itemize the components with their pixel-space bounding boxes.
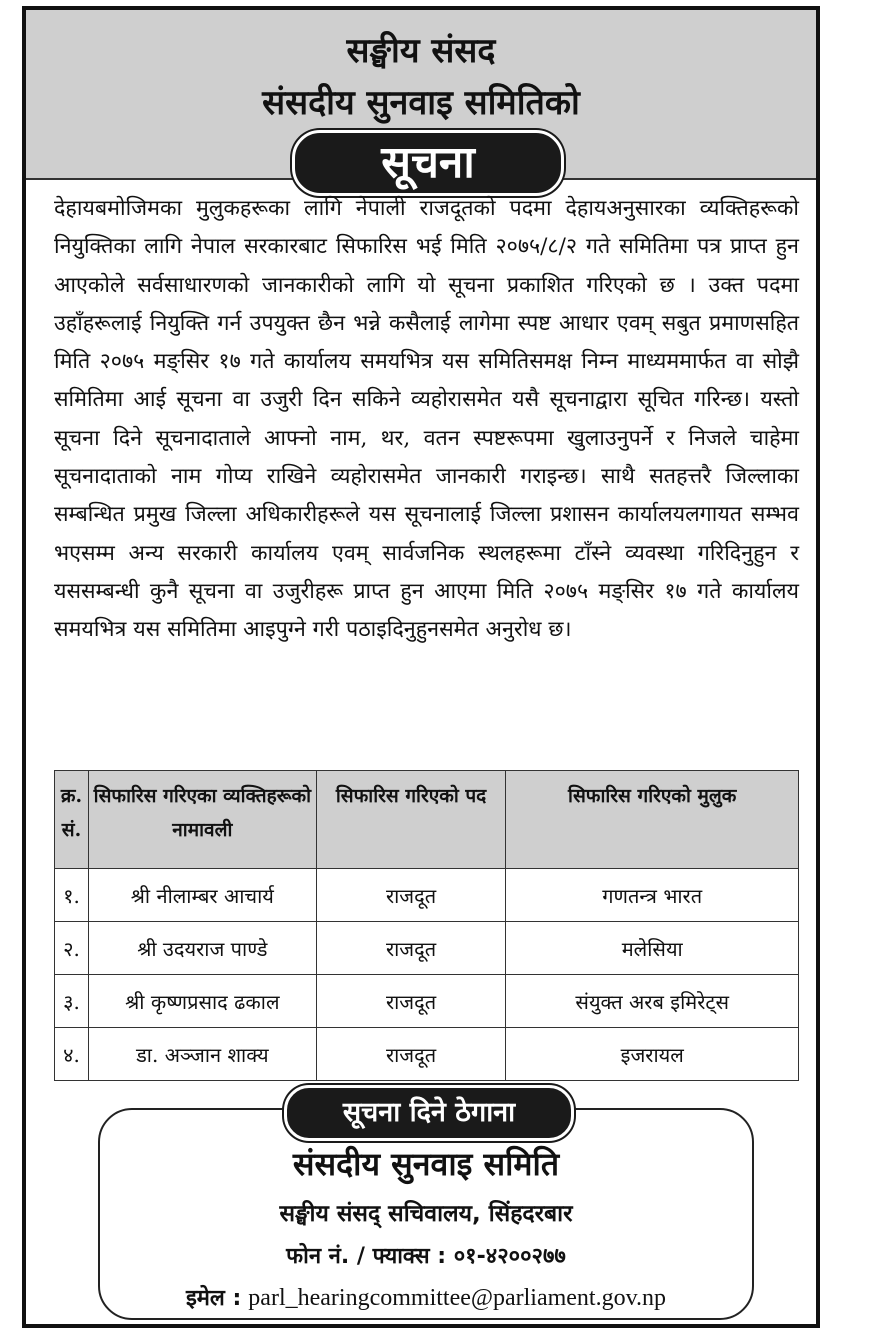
address-location: सङ्घीय संसद् सचिवालय, सिंहदरबार <box>279 1201 573 1227</box>
notice-body <box>54 190 799 650</box>
cell-name: डा. अञ्जान शाक्य <box>88 1028 316 1081</box>
address-heading: सूचना दिने ठेगाना <box>284 1085 574 1141</box>
notice-frame <box>22 6 820 1328</box>
table-header-row <box>55 771 799 869</box>
header-sn: क्र. सं. <box>55 771 89 869</box>
cell-country: गणतन्त्र भारत <box>506 869 799 922</box>
cell-post: राजदूत <box>316 975 506 1028</box>
notice-paragraph: देहायबमोजिमका मुलुकहरूका लागि नेपाली राजदूतको पदमा देहायअनुसारका व्यक्तिहरूको नियुक्तिका लागि नेपाल सरकारबाट सिफारिस भई मिति २०७५/८/२ गते समितिमा पत्र प्राप्त हुन आएकोले सर्वसाधारणको जानकारीको लागि यो सूचना प्रकाशित गरिएको छ । उक्त पदमा उहाँहरूलाई नियुक्ति गर्न उपयुक्त छैन भन्ने कसैलाई लागेमा स्पष्ट आधार एवम् सबुत प्रमाणसहित मिति २०७५ मङ्सिर १७ गते कार्यालय समयभित्र यस समितिसमक्ष निम्न माध्यममार्फत वा सोझै समितिमा आई सूचना वा उजुरी दिन सकिने व्यहोरासमेत यसै सूचनाद्वारा सूचित गरिन्छ। यस्तो सूचना दिने सूचनादाताले आफ्नो नाम, थर, वतन स्पष्टरूपमा खुलाउनुपर्ने र निजले चाहेमा सूचनादाताको नाम गोप्य राखिने व्यहोरासमेत जानकारी गराइन्छ। साथै सतहत्तरै जिल्लाका सम्बन्धित प्रमुख जिल्ला अधिकारीहरूले यस सूचनालाई जिल्ला प्रशासन कार्यालयलगायत सम्भव भएसम्म अन्य सरकारी कार्यालय एवम् सार्वजनिक स्थलहरूमा टाँस्ने व्यवस्था गरिदिनुहुन र यससम्बन्धी कुनै सूचना वा उजुरीहरू प्राप्त हुन आएमा मिति २०७५ मङ्सिर १७ गते कार्यालय समयभित्र यस समितिमा आइपुग्ने गरी पठाइदिनुहुनसमेत अनुरोध छ। <box>54 196 799 643</box>
address-email-line <box>100 1282 752 1312</box>
cell-sn: ४. <box>55 1028 89 1081</box>
email-label: इमेल : <box>185 1286 242 1311</box>
cell-country: इजरायल <box>506 1028 799 1081</box>
header-name: सिफारिस गरिएका व्यक्तिहरूको नामावली <box>88 771 316 869</box>
recommendation-table <box>54 770 799 1081</box>
cell-sn: १. <box>55 869 89 922</box>
cell-name: श्री नीलाम्बर आचार्य <box>88 869 316 922</box>
cell-sn: २. <box>55 922 89 975</box>
cell-post: राजदूत <box>316 869 506 922</box>
cell-country: मलेसिया <box>506 922 799 975</box>
cell-post: राजदूत <box>316 922 506 975</box>
header-country: सिफारिस गरिएको मुलुक <box>506 771 799 869</box>
table-row <box>55 922 799 975</box>
cell-name: श्री कृष्णप्रसाद ढकाल <box>88 975 316 1028</box>
table-row <box>55 1028 799 1081</box>
table-row <box>55 869 799 922</box>
org-title: सङ्घीय संसद <box>346 31 496 71</box>
email-address[interactable]: parl_hearingcommittee@parliament.gov.np <box>248 1285 667 1311</box>
cell-country: संयुक्त अरब इमिरेट्स <box>506 975 799 1028</box>
committee-title: संसदीय सुनवाइ समितिको <box>262 83 580 123</box>
header-post: सिफारिस गरिएको पद <box>316 771 506 869</box>
address-phone: फोन नं. / फ्याक्स : ०१-४२००२७७ <box>286 1244 566 1269</box>
table-row <box>55 975 799 1028</box>
address-committee: संसदीय सुनवाइ समिति <box>292 1145 560 1183</box>
cell-name: श्री उदयराज पाण्डे <box>88 922 316 975</box>
cell-sn: ३. <box>55 975 89 1028</box>
notice-heading: सूचना <box>292 130 564 196</box>
cell-post: राजदूत <box>316 1028 506 1081</box>
